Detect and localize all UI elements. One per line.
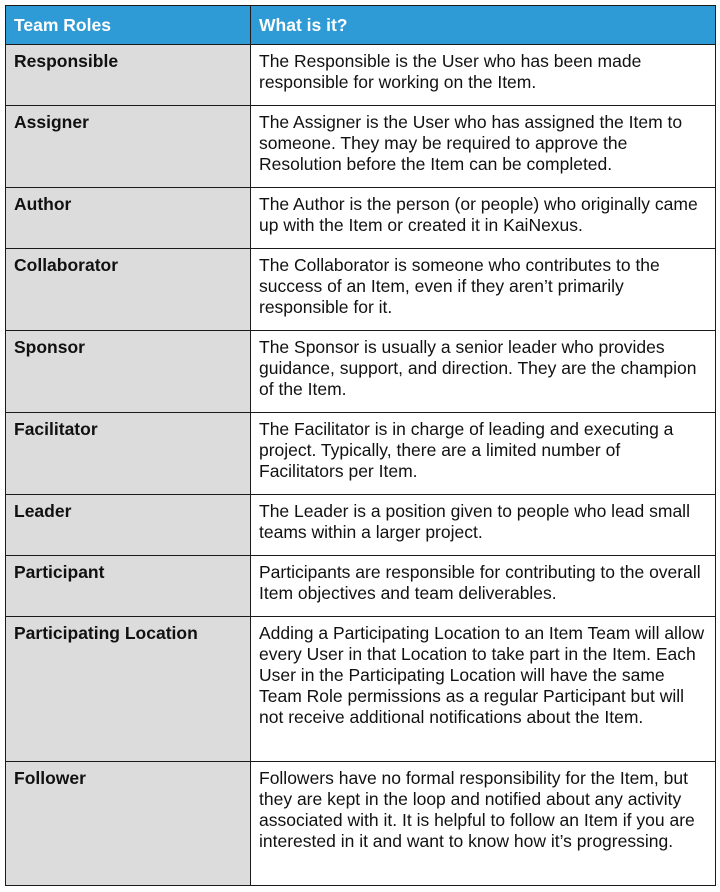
- role-description: The Responsible is the User who has been made responsible for working on the Item.: [251, 45, 716, 106]
- table-row: [6, 617, 716, 762]
- header-what-is-it: What is it?: [251, 6, 716, 45]
- role-description: Adding a Participating Location to an Item Team will allow every User in that Location to take part in the Item. Each User in the Participating Location will have the same Team Role permissions as a regular Participant but will not receive additional notifications about the Item.: [251, 617, 716, 762]
- role-description: The Sponsor is usually a senior leader who provides guidance, support, and direction. They are the champion of the Item.: [251, 331, 716, 413]
- table-header-row: [6, 6, 716, 45]
- role-description: The Assigner is the User who has assigned the Item to someone. They may be required to approve the Resolution before the Item can be completed.: [251, 106, 716, 188]
- table-row: [6, 249, 716, 331]
- role-description: Followers have no formal responsibility for the Item, but they are kept in the loop and notified about any activity associated with it. It is helpful to follow an Item if you are interested in it and want to know how it’s progressing.: [251, 762, 716, 886]
- table-row: [6, 556, 716, 617]
- role-name: Participating Location: [6, 617, 251, 762]
- table-row: [6, 106, 716, 188]
- team-roles-table: [5, 5, 716, 886]
- role-name: Leader: [6, 495, 251, 556]
- table-row: [6, 413, 716, 495]
- role-name: Facilitator: [6, 413, 251, 495]
- role-name: Responsible: [6, 45, 251, 106]
- header-team-roles: Team Roles: [6, 6, 251, 45]
- role-name: Author: [6, 188, 251, 249]
- role-description: The Collaborator is someone who contributes to the success of an Item, even if they aren’t primarily responsible for it.: [251, 249, 716, 331]
- role-description: The Author is the person (or people) who originally came up with the Item or created it in KaiNexus.: [251, 188, 716, 249]
- role-description: The Facilitator is in charge of leading and executing a project. Typically, there are a limited number of Facilitators per Item.: [251, 413, 716, 495]
- role-description: Participants are responsible for contributing to the overall Item objectives and team deliverables.: [251, 556, 716, 617]
- table-row: [6, 45, 716, 106]
- table-row: [6, 762, 716, 886]
- role-name: Assigner: [6, 106, 251, 188]
- table-row: [6, 495, 716, 556]
- role-name: Collaborator: [6, 249, 251, 331]
- role-name: Sponsor: [6, 331, 251, 413]
- role-name: Follower: [6, 762, 251, 886]
- role-description: The Leader is a position given to people who lead small teams within a larger project.: [251, 495, 716, 556]
- table-row: [6, 331, 716, 413]
- role-name: Participant: [6, 556, 251, 617]
- table-row: [6, 188, 716, 249]
